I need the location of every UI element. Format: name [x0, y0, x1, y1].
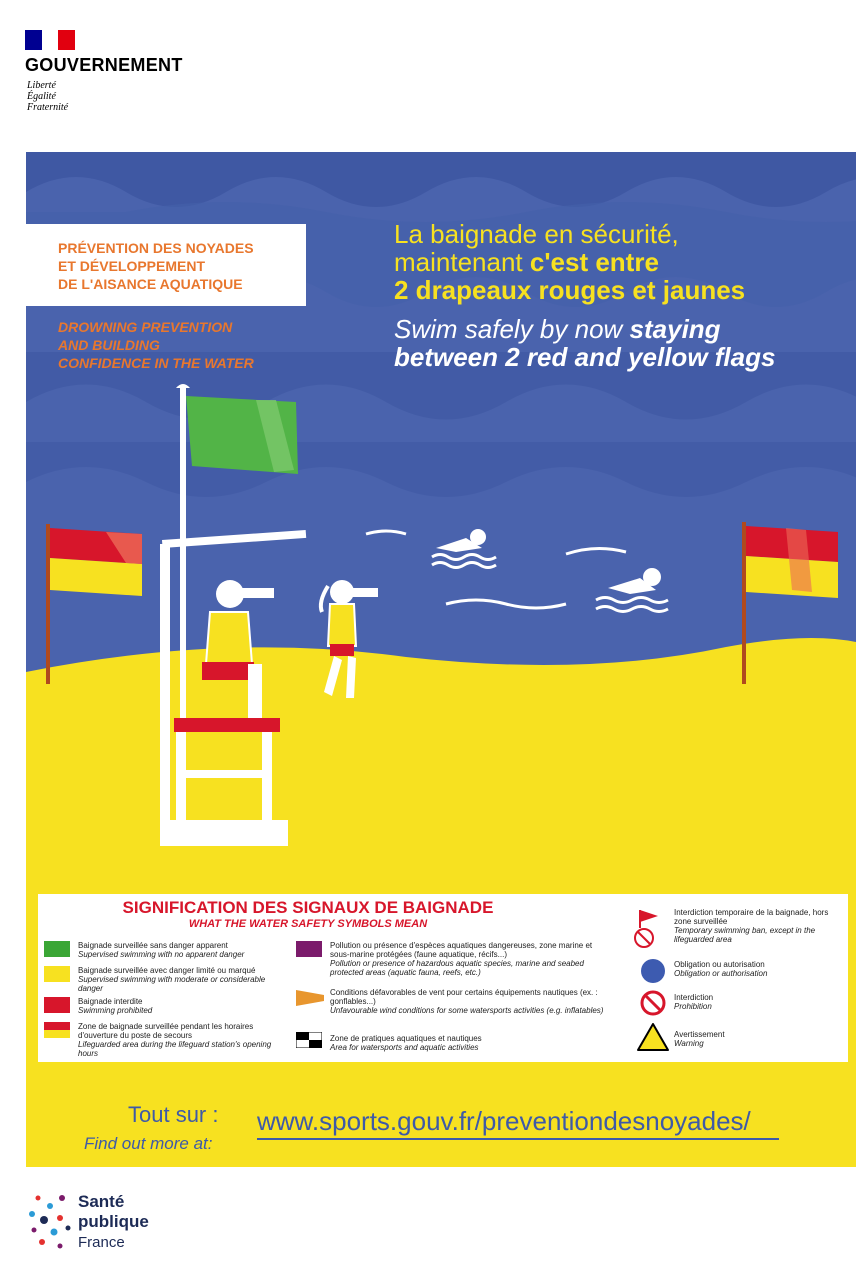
more-info-label: Tout sur :	[128, 1102, 219, 1127]
legend-item-temporary-ban: Interdiction temporaire de la baignade, hors zone surveillée Temporary swimming ban, except in the lifeguarded area	[674, 908, 829, 944]
signals-legend	[38, 894, 848, 1062]
no-swimming-flag-icon	[632, 908, 662, 948]
legend-item-warning: Avertissement Warning	[674, 1030, 725, 1048]
legend-item-yellow: Baignade surveillée avec danger limité ou marqué Supervised swimming with moderate or considerable danger	[78, 966, 266, 993]
prevention-link[interactable]: www.sports.gouv.fr/preventiondesnoyades/	[257, 1106, 751, 1136]
green-flag-swatch	[44, 941, 70, 957]
yellow-flag-swatch	[44, 966, 70, 982]
obligation-circle-icon	[640, 958, 666, 984]
legend-item-purple: Pollution ou présence d'espèces aquatiques dangereuses, zone marine et sous-marine protégées (faune aquatique, récifs...) Pollution or presence of hazardous aquatic species, marine and seabed protected areas (aquatic fauna, reefs, etc.)	[330, 941, 593, 977]
france-line: France	[78, 1234, 125, 1251]
legend-item-obligation: Obligation ou autorisation Obligation or authorisation	[674, 960, 768, 978]
government-title: GOUVERNEMENT	[25, 55, 183, 75]
legend-subtitle: WHAT THE WATER SAFETY SYMBOLS MEAN	[188, 918, 428, 930]
legend-item-green: Baignade surveillée sans danger apparent Supervised swimming with no apparent danger	[78, 941, 245, 959]
headline-english: Swim safely by now staying between 2 red and yellow flags	[394, 314, 776, 372]
prevention-label-box: PRÉVENTION DES NOYADES ET DÉVELOPPEMENT DE L'AISANCE AQUATIQUE	[26, 224, 306, 306]
red-flag-swatch	[44, 997, 70, 1013]
orange-windsock-icon	[296, 990, 324, 1006]
warning-triangle-icon	[636, 1022, 670, 1052]
legend-item-red: Baignade interdite Swimming prohibited	[78, 997, 153, 1015]
legend-item-red-yellow: Zone de baignade surveillée pendant les horaires d'ouverture du poste de secours Lifeguarded area during the lifeguard station's opening hours	[78, 1022, 272, 1058]
sante-publique-dots-icon	[24, 1188, 76, 1258]
marianne-flag-icon	[25, 30, 75, 50]
legend-item-checkered: Zone de pratiques aquatiques et nautiques Area for watersports and aquatic activities	[330, 1034, 482, 1052]
legend-item-orange: Conditions défavorables de vent pour certains équipements nautiques (ex. : gonflables...) Unfavourable wind conditions for some watersports activities (e.g. inflatables)	[330, 988, 604, 1015]
government-motto: Liberté Égalité Fraternité	[27, 80, 69, 113]
purple-flag-swatch	[296, 941, 322, 957]
poster	[26, 152, 856, 1167]
legend-item-prohibition: Interdiction Prohibition	[674, 993, 714, 1011]
sante-line: Santé	[78, 1192, 125, 1211]
checkered-flag-icon	[296, 1032, 322, 1048]
legend-title: SIGNIFICATION DES SIGNAUX DE BAIGNADE	[122, 898, 494, 917]
prohibition-icon	[640, 990, 666, 1016]
prevention-label-en: DROWNING PREVENTION AND BUILDING CONFIDENCE IN THE WATER	[58, 319, 254, 371]
headline-french: La baignade en sécurité, maintenant c'est entre 2 drapeaux rouges et jaunes	[394, 219, 746, 305]
red-yellow-flag-swatch	[44, 1022, 70, 1030]
publique-line: publique	[78, 1212, 149, 1231]
more-info-label-en: Find out more at:	[84, 1134, 213, 1153]
link-underline	[257, 1138, 779, 1140]
sante-publique-france-logo	[24, 1188, 184, 1258]
